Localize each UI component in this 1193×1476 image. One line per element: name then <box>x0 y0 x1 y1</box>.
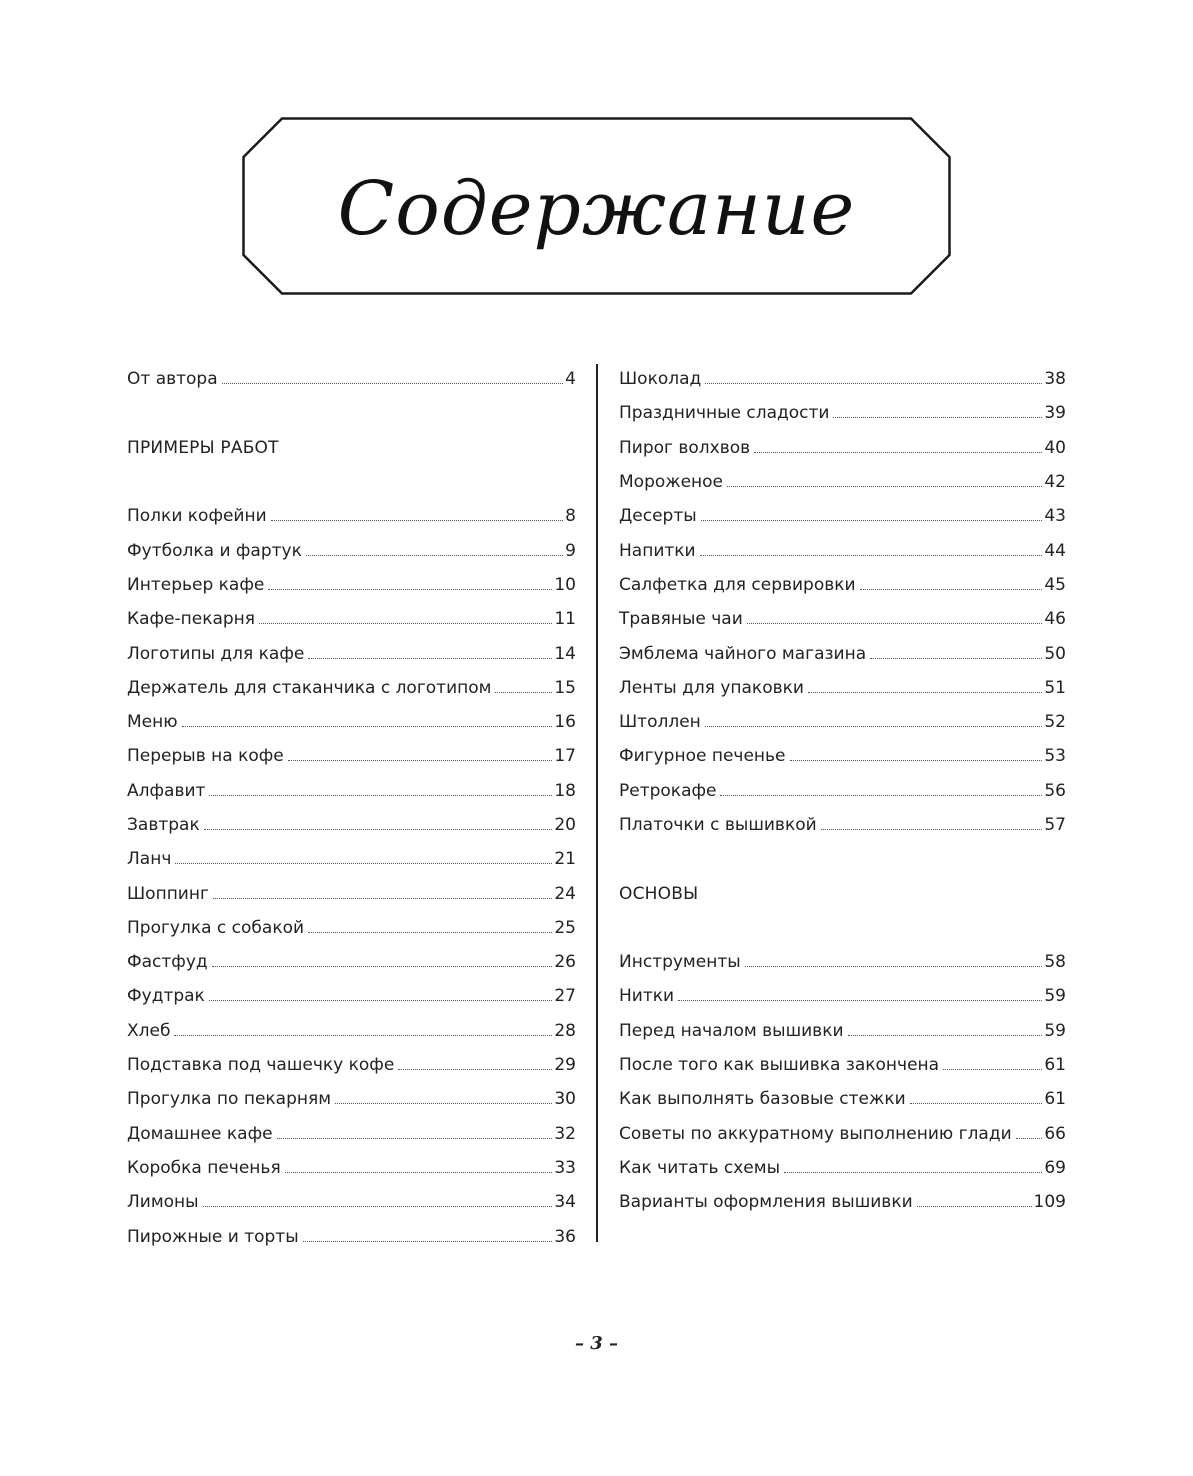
dot-leader <box>705 383 1042 384</box>
toc-entry-page: 26 <box>554 952 576 973</box>
dot-leader <box>204 829 553 830</box>
dot-leader <box>495 692 552 693</box>
dot-leader <box>754 452 1042 453</box>
dot-leader <box>285 1172 553 1173</box>
toc-entry-label: После того как вышивка закончена <box>619 1055 940 1076</box>
title-frame <box>242 117 951 295</box>
dot-leader <box>212 966 553 967</box>
toc-entry-label: Шоколад <box>619 369 702 390</box>
toc-entry-page: 30 <box>554 1089 576 1110</box>
toc-entry-page: 42 <box>1044 472 1066 493</box>
toc-entry[interactable] <box>619 739 1066 773</box>
page-number: – 3 – <box>574 1333 619 1354</box>
toc-entry[interactable] <box>127 945 576 979</box>
toc-entry[interactable] <box>127 362 576 396</box>
toc-entry-label: Фигурное печенье <box>619 746 786 767</box>
toc-entry-page: 8 <box>565 506 576 527</box>
toc-entry-page: 11 <box>554 609 576 630</box>
toc-entry[interactable] <box>619 1082 1066 1116</box>
toc-entry[interactable] <box>619 1014 1066 1048</box>
dot-leader <box>174 1035 552 1036</box>
toc-entry[interactable] <box>127 1014 576 1048</box>
page-title: Содержание <box>337 166 856 252</box>
toc-entry[interactable] <box>127 1219 576 1253</box>
toc-entry-page: 40 <box>1044 437 1066 458</box>
toc-entry-page: 18 <box>554 780 576 801</box>
toc-entry[interactable] <box>127 739 576 773</box>
dot-leader <box>860 589 1043 590</box>
dot-leader <box>308 932 552 933</box>
toc-entry-page: 52 <box>1044 712 1066 733</box>
toc-entry-label: Прогулка с собакой <box>127 917 305 938</box>
dot-leader <box>213 898 552 899</box>
toc-entry-page: 45 <box>1044 574 1066 595</box>
toc-entry-page: 51 <box>1044 677 1066 698</box>
toc-entry[interactable] <box>127 842 576 876</box>
toc-entry[interactable] <box>619 636 1066 670</box>
toc-entry-page: 21 <box>554 849 576 870</box>
toc-entry[interactable] <box>127 671 576 705</box>
toc-entry-page: 36 <box>554 1226 576 1247</box>
toc-entry-page: 15 <box>554 677 576 698</box>
toc-entry-label: Ленты для упаковки <box>619 677 804 698</box>
toc-entry-label: Нитки <box>619 986 675 1007</box>
dot-leader <box>203 1206 553 1207</box>
toc-entry-label: Советы по аккуратному выполнению глади <box>619 1123 1012 1144</box>
dot-leader <box>747 623 1043 624</box>
toc-entry-page: 16 <box>554 712 576 733</box>
toc-entry-label: Травяные чаи <box>619 609 743 630</box>
toc-entry-label: Варианты оформления вышивки <box>619 1192 913 1213</box>
dot-leader <box>790 760 1043 761</box>
toc-entry[interactable] <box>619 945 1066 979</box>
column-divider <box>596 364 598 1242</box>
toc-entry-label: Футболка и фартук <box>127 540 302 561</box>
toc-entry-label: Пирожные и торты <box>127 1226 299 1247</box>
toc-entry-page: 25 <box>554 917 576 938</box>
toc-entry[interactable] <box>127 808 576 842</box>
dot-leader <box>398 1069 552 1070</box>
toc-entry-label: Платочки с вышивкой <box>619 815 817 835</box>
toc-entry-page: 38 <box>1044 369 1066 390</box>
toc-entry[interactable] <box>619 671 1066 705</box>
dot-leader <box>182 726 553 727</box>
toc-entry[interactable] <box>127 1117 576 1151</box>
toc-entry[interactable] <box>127 533 576 567</box>
toc-entry-page: 17 <box>554 746 576 767</box>
toc-entry[interactable] <box>127 911 576 945</box>
toc-entry-page: 46 <box>1044 609 1066 630</box>
toc-entry[interactable] <box>127 774 576 808</box>
toc-spacer <box>127 396 576 430</box>
dot-leader <box>784 1172 1042 1173</box>
toc-entry[interactable] <box>619 1048 1066 1082</box>
toc-entry-page: 14 <box>554 643 576 664</box>
toc-entry-page: 33 <box>554 1157 576 1178</box>
dot-leader <box>259 623 552 624</box>
dot-leader <box>175 863 552 864</box>
toc-entry[interactable] <box>127 1185 576 1219</box>
toc-entry-page: 9 <box>565 540 576 561</box>
dot-leader <box>288 760 553 761</box>
toc-entry-page: 34 <box>554 1192 576 1213</box>
toc-entry[interactable] <box>127 568 576 602</box>
dot-leader <box>943 1069 1042 1070</box>
toc-entry-label: Завтрак <box>127 815 200 835</box>
dot-leader <box>745 966 1043 967</box>
dot-leader <box>727 486 1042 487</box>
toc-entry[interactable] <box>619 1151 1066 1185</box>
toc-entry-label: Эмблема чайного магазина <box>619 643 867 664</box>
toc-entry[interactable] <box>619 465 1066 499</box>
toc-entry-label: Прогулка по пекарням <box>127 1089 332 1110</box>
toc-entry-label: Десерты <box>619 506 697 527</box>
dot-leader <box>833 417 1042 418</box>
toc-spacer <box>619 911 1066 945</box>
dot-leader <box>870 658 1042 659</box>
dot-leader <box>209 1000 553 1001</box>
toc-entry[interactable] <box>127 636 576 670</box>
dot-leader <box>277 1138 553 1139</box>
dot-leader <box>705 726 1043 727</box>
toc-entry-label: Интерьер кафе <box>127 574 265 595</box>
toc-entry-page: 50 <box>1044 643 1066 664</box>
toc-section-heading: ОСНОВЫ <box>619 883 699 904</box>
toc-entry[interactable] <box>619 362 1066 396</box>
toc-entry-label: Полки кофейни <box>127 506 267 527</box>
toc-entry-page: 28 <box>554 1020 576 1041</box>
toc-entry-label: Праздничные сладости <box>619 403 830 424</box>
toc-entry-label: Алфавит <box>127 780 206 801</box>
toc-entry-page: 4 <box>565 369 576 390</box>
toc-entry[interactable] <box>127 1082 576 1116</box>
toc-entry-page: 59 <box>1044 986 1066 1007</box>
toc-entry[interactable] <box>619 1117 1066 1151</box>
toc-entry[interactable] <box>127 705 576 739</box>
toc-entry[interactable] <box>619 499 1066 533</box>
toc-entry-page: 43 <box>1044 506 1066 527</box>
toc-entry-label: Салфетка для сервировки <box>619 574 856 595</box>
dot-leader <box>720 795 1042 796</box>
toc-left-column <box>127 362 576 1254</box>
toc-entry[interactable] <box>619 396 1066 430</box>
toc-entry-page: 29 <box>554 1055 576 1076</box>
dot-leader <box>1016 1138 1043 1139</box>
dot-leader <box>701 520 1043 521</box>
toc-entry-label: Напитки <box>619 540 696 561</box>
toc-entry-label: Как выполнять базовые стежки <box>619 1089 906 1110</box>
toc-entry-label: От автора <box>127 369 218 390</box>
toc-entry-page: 39 <box>1044 403 1066 424</box>
toc-entry-page: 58 <box>1044 952 1066 973</box>
toc-entry-label: Хлеб <box>127 1020 171 1041</box>
toc-entry-label: Мороженое <box>619 472 724 493</box>
toc-entry-page: 59 <box>1044 1020 1066 1041</box>
dot-leader <box>303 1241 553 1242</box>
dot-leader <box>700 555 1043 556</box>
toc-entry-label: Коробка печенья <box>127 1157 281 1178</box>
toc-spacer <box>619 842 1066 876</box>
toc-entry-page: 20 <box>554 815 576 835</box>
dot-leader <box>306 555 563 556</box>
toc-entry-label: Фудтрак <box>127 986 205 1007</box>
dot-leader <box>910 1103 1043 1104</box>
toc-entry-label: Штоллен <box>619 712 701 733</box>
toc-spacer <box>127 465 576 499</box>
toc-entry[interactable] <box>619 602 1066 636</box>
toc-entry[interactable] <box>127 876 576 910</box>
toc-entry-label: Перерыв на кофе <box>127 746 284 767</box>
toc-entry-page: 61 <box>1044 1055 1066 1076</box>
toc-section-heading: ПРИМЕРЫ РАБОТ <box>127 437 279 458</box>
toc-entry[interactable] <box>619 705 1066 739</box>
dot-leader <box>271 520 564 521</box>
toc-entry[interactable] <box>619 1185 1066 1219</box>
toc-entry[interactable] <box>127 1151 576 1185</box>
toc-entry-page: 24 <box>554 883 576 904</box>
toc-entry-label: Перед началом вышивки <box>619 1020 844 1041</box>
dot-leader <box>678 1000 1042 1001</box>
toc-entry-label: Меню <box>127 712 178 733</box>
toc-entry-label: Ретрокафе <box>619 780 717 801</box>
toc-entry[interactable] <box>619 533 1066 567</box>
toc-entry-page: 109 <box>1033 1192 1066 1213</box>
dot-leader <box>209 795 552 796</box>
toc-entry-page: 57 <box>1044 815 1066 835</box>
toc-entry[interactable] <box>619 808 1066 842</box>
toc-right-column <box>619 362 1066 1219</box>
toc-entry-page: 56 <box>1044 780 1066 801</box>
dot-leader <box>808 692 1042 693</box>
toc-entry[interactable] <box>619 568 1066 602</box>
toc-entry[interactable] <box>127 979 576 1013</box>
toc-entry[interactable] <box>127 1048 576 1082</box>
toc-entry[interactable] <box>619 431 1066 465</box>
toc-entry-page: 44 <box>1044 540 1066 561</box>
dot-leader <box>917 1206 1032 1207</box>
dot-leader <box>335 1103 552 1104</box>
toc-entry[interactable] <box>127 499 576 533</box>
toc-entry-label: Ланч <box>127 849 172 870</box>
toc-entry-label: Домашнее кафе <box>127 1123 273 1144</box>
dot-leader <box>848 1035 1043 1036</box>
toc-entry[interactable] <box>619 774 1066 808</box>
dot-leader <box>308 658 552 659</box>
toc-entry-label: Пирог волхвов <box>619 437 751 458</box>
toc-entry-label: Кафе-пекарня <box>127 609 256 630</box>
dot-leader <box>268 589 552 590</box>
toc-entry-page: 27 <box>554 986 576 1007</box>
toc-entry-label: Как читать схемы <box>619 1157 781 1178</box>
toc-entry-label: Лимоны <box>127 1192 199 1213</box>
toc-entry[interactable] <box>127 602 576 636</box>
toc-entry-label: Держатель для стаканчика с логотипом <box>127 677 492 698</box>
toc-entry-page: 61 <box>1044 1089 1066 1110</box>
toc-entry-page: 32 <box>554 1123 576 1144</box>
toc-entry-label: Подставка под чашечку кофе <box>127 1055 395 1076</box>
toc-entry-page: 69 <box>1044 1157 1066 1178</box>
toc-entry-label: Шоппинг <box>127 883 209 904</box>
toc-entry[interactable] <box>619 979 1066 1013</box>
dot-leader <box>222 383 564 384</box>
toc-entry-page: 53 <box>1044 746 1066 767</box>
dot-leader <box>821 829 1043 830</box>
toc-entry-label: Логотипы для кафе <box>127 643 305 664</box>
toc-entry-label: Фастфуд <box>127 952 208 973</box>
toc-entry-page: 66 <box>1044 1123 1066 1144</box>
toc-entry-label: Инструменты <box>619 952 741 973</box>
toc-entry-page: 10 <box>554 574 576 595</box>
